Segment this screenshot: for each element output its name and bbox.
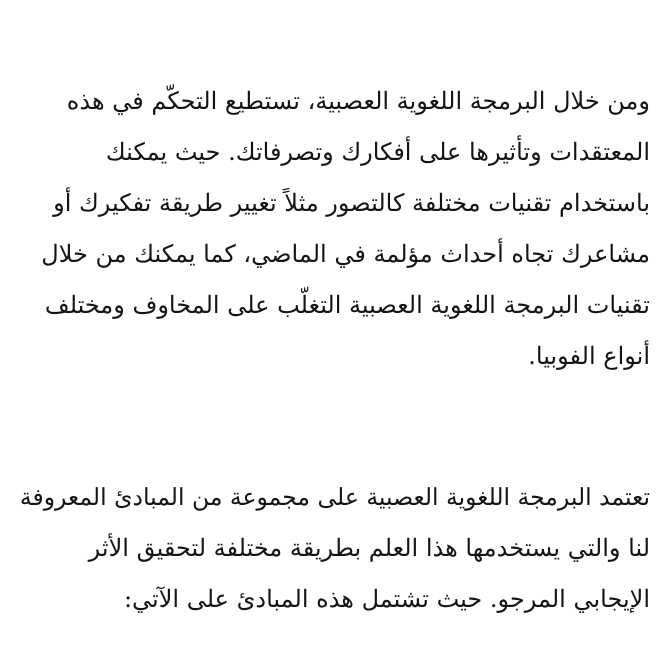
text-line: لنا والتي يستخدمها هذا العلم بطريقة مختلفة لتحقيق الأثر (88, 534, 650, 562)
paragraph-nlp-beliefs (17, 76, 650, 382)
text-line: تقنيات البرمجة اللغوية العصبية التغلّب على المخاوف ومختلف (44, 291, 650, 319)
text-line: أنواع الفوبيا. (528, 342, 650, 370)
text-line: تعتمد البرمجة اللغوية العصبية على مجموعة من المبادئ المعروفة (19, 483, 650, 511)
text-line: الإيجابي المرجو. حيث تشتمل هذه المبادئ على الآتي: (123, 585, 650, 613)
paragraph-nlp-principles (17, 472, 650, 625)
text-line: مشاعرك تجاه أحداث مؤلمة في الماضي، كما يمكنك من خلال (41, 240, 650, 268)
text-line: المعتقدات وتأثيرها على أفكارك وتصرفاتك. حيث يمكنك (105, 138, 650, 166)
text-line: ومن خلال البرمجة اللغوية العصبية، تستطيع التحكّم في هذه (66, 87, 650, 115)
text-line: باستخدام تقنيات مختلفة كالتصور مثلاً تغيير طريقة تفكيرك أو (53, 189, 650, 217)
